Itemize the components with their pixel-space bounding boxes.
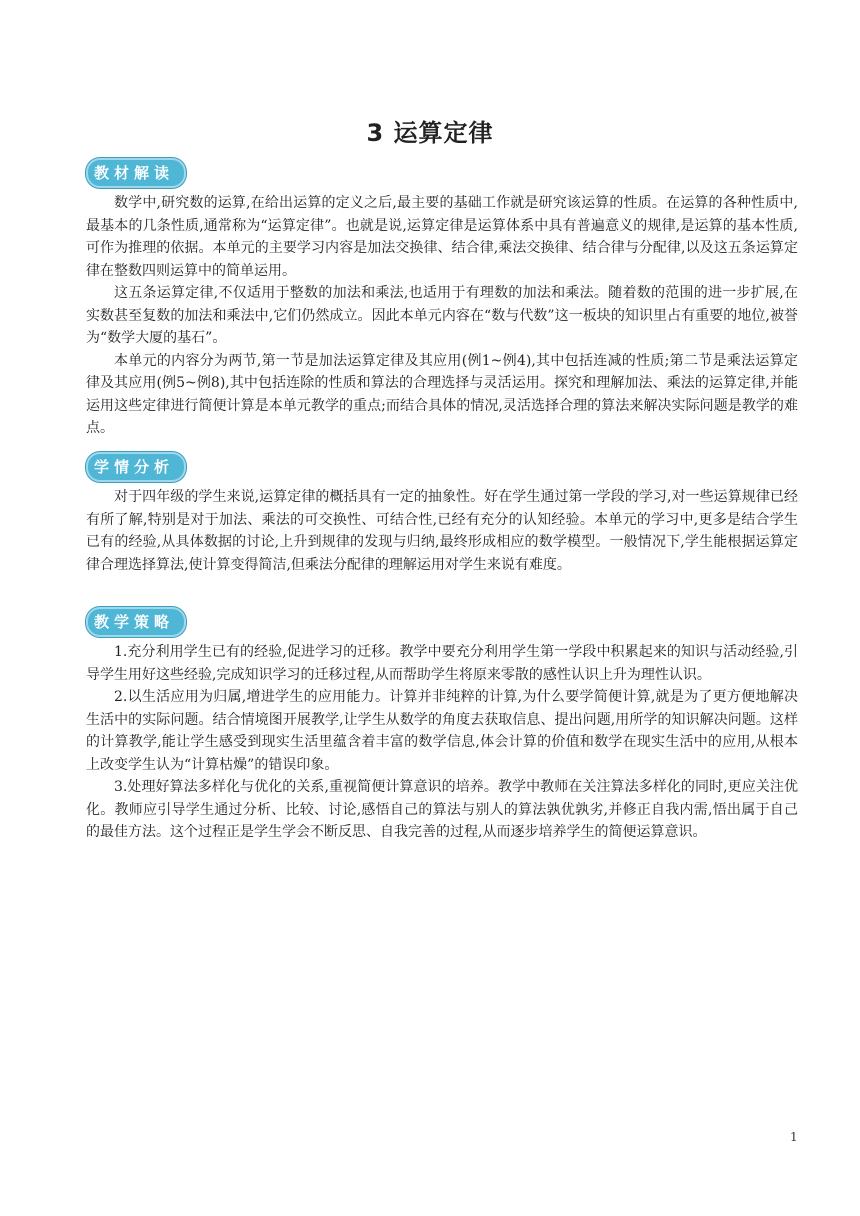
section-badge: 教学策略 [86,607,186,637]
section-student-analysis [86,452,798,576]
section-textbook-interpretation [86,158,798,440]
paragraph: 这五条运算定律,不仅适用于整数的加法和乘法,也适用于有理数的加法和乘法。随着数的范围的进一步扩展,在实数甚至复数的加法和乘法中,它们仍然成立。因此本单元内容在“数与代数”这一板块的知识里占有重要的地位,被誉为“数学大厦的基石”。 [86,285,798,346]
paragraph: 数学中,研究数的运算,在给出运算的定义之后,最主要的基础工作就是研究该运算的性质。在运算的各种性质中,最基本的几条性质,通常称为“运算定律”。也就是说,运算定律是运算体系中具有普遍意义的规律,是运算的基本性质,可作为推理的依据。本单元的主要学习内容是加法交换律、结合律,乘法交换律、结合律与分配律,以及这五条运算定律在整数四则运算中的简单运用。 [86,195,798,279]
paragraph: 对于四年级的学生来说,运算定律的概括具有一定的抽象性。好在学生通过第一学段的学习,对一些运算规律已经有所了解,特别是对于加法、乘法的可交换性、可结合性,已经有充分的认知经验。本单元的学习中,更多是结合学生已有的经验,从具体数据的讨论,上升到规律的发现与归纳,最终形成相应的数学模型。一般情况下,学生能根据运算定律合理选择算法,使计算变得简洁,但乘法分配律的理解运用对学生来说有难度。 [86,489,798,573]
section-badge: 教材解读 [86,158,186,188]
page-number: 1 [790,1130,798,1144]
paragraph: 1.充分利用学生已有的经验,促进学习的迁移。教学中要充分利用学生第一学段中积累起来的知识与活动经验,引导学生用好这些经验,完成知识学习的迁移过程,从而帮助学生将原来零散的感性认识上升为理性认识。 [86,644,798,683]
section-badge: 学情分析 [86,452,186,482]
section-teaching-strategy [86,607,798,844]
paragraph: 2.以生活应用为归属,增进学生的应用能力。计算并非纯粹的计算,为什么要学简便计算,就是为了更方便地解决生活中的实际问题。结合情境图开展教学,让学生从数学的角度去获取信息、提出问题,用所学的知识解决问题。这样的计算教学,能让学生感受到现实生活里蕴含着丰富的数学信息,体会计算的价值和数学在现实生活中的应用,从根本上改变学生认为“计算枯燥”的错误印象。 [86,689,798,773]
page-title: 3 运算定律 [366,119,494,147]
paragraph: 3.处理好算法多样化与优化的关系,重视简便计算意识的培养。教学中教师在关注算法多样化的同时,更应关注优化。教师应引导学生通过分析、比较、讨论,感悟自己的算法与别人的算法孰优孰劣,并修正自我内需,悟出属于自己的最佳方法。这个过程正是学生学会不断反思、自我完善的过程,从而逐步培养学生的简便运算意识。 [86,779,798,840]
paragraph: 本单元的内容分为两节,第一节是加法运算定律及其应用(例1~例4),其中包括连减的性质;第二节是乘法运算定律及其应用(例5~例8),其中包括连除的性质和算法的合理选择与灵活运用。探究和理解加法、乘法的运算定律,并能运用这些定律进行简便计算是本单元教学的重点;而结合具体的情况,灵活选择合理的算法来解决实际问题是教学的难点。 [86,352,798,436]
